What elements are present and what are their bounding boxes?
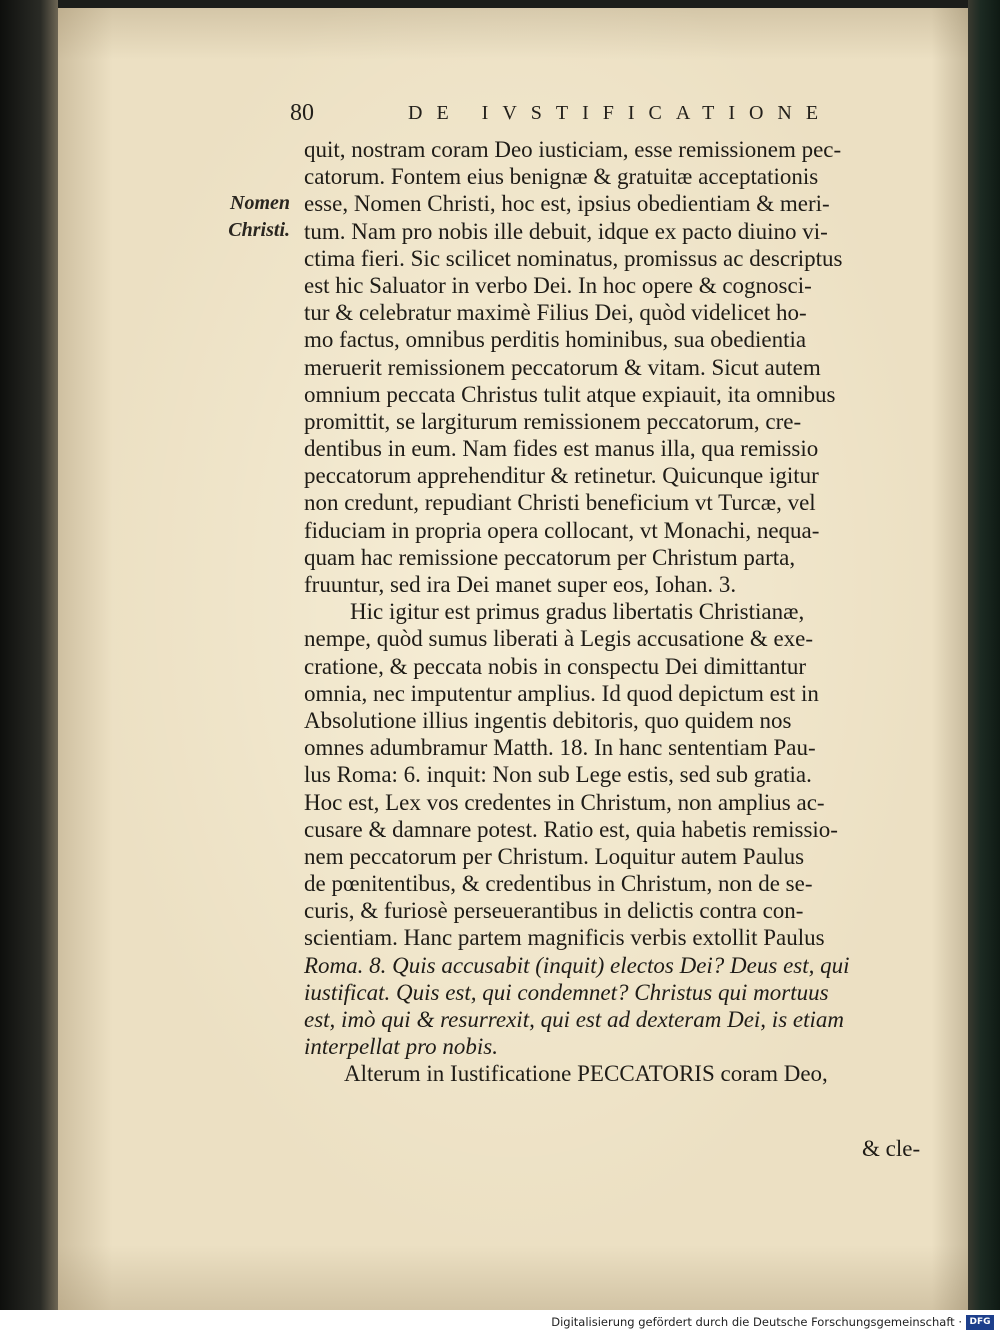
footer-credit: Digitalisierung gefördert durch die Deutsche Forschungsgemeinschaft · — [551, 1315, 962, 1329]
text-line: iustificat. Quis est, qui condemnet? Christus qui mortuus — [304, 979, 829, 1005]
text-line: catorum. Fontem eius benignæ & gratuitæ acceptationis — [304, 164, 819, 190]
page-number: 80 — [290, 100, 314, 126]
text-line: Absolutione illius ingentis debitoris, quo quidem nos — [304, 707, 792, 733]
text-line: Hic igitur est primus gradus libertatis Christianæ, — [350, 599, 805, 625]
text-line: curis, & furiosè perseuerantibus in delictis contra con- — [304, 898, 804, 924]
text-line: nempe, quòd sumus liberati à Legis accusatione & exe- — [304, 626, 814, 652]
text-line: lus Roma: 6. inquit: Non sub Lege estis, sed sub gratia. — [304, 762, 812, 788]
text-line: meruerit remissionem peccatorum & vitam. Sicut autem — [304, 354, 821, 380]
body-text — [304, 136, 932, 1088]
text-line: esse, Nomen Christi, hoc est, ipsius obedientiam & meri- — [304, 191, 830, 217]
text-line: fiduciam in propria opera collocant, vt Monachi, nequa- — [304, 517, 820, 543]
text-line: scientiam. Hanc partem magnificis verbis extollit Paulus — [304, 925, 825, 951]
text-line: omnia, nec imputentur amplius. Id quod depictum est in — [304, 680, 819, 706]
text-line: cratione, & peccata nobis in conspectu Dei dimittantur — [304, 653, 807, 679]
text-line: dentibus in eum. Nam fides est manus illa, qua remissio — [304, 436, 819, 462]
text-line: non credunt, repudiant Christi beneficium vt Turcæ, vel — [304, 490, 816, 516]
text-line: cusare & damnare potest. Ratio est, quia habetis remissio- — [304, 816, 838, 842]
text-line: peccatorum apprehenditur & retinetur. Quicunque igitur — [304, 463, 819, 489]
text-line: ctima fieri. Sic scilicet nominatus, promissus ac descriptus — [304, 245, 843, 271]
catchword: & cle- — [862, 1136, 921, 1161]
text-line: tum. Nam pro nobis ille debuit, idque ex pacto diuino vi- — [304, 218, 828, 244]
text-line: omnium peccata Christus tulit atque expiauit, ita omnibus — [304, 381, 836, 407]
text-line: omnes adumbramur Matth. 18. In hanc sententiam Pau- — [304, 735, 816, 761]
text-line: Roma. 8. Quis accusabit (inquit) electos Dei? Deus est, qui — [304, 952, 850, 978]
text-line: est, imò qui & resurrexit, qui est ad dexteram Dei, is etiam — [304, 1007, 844, 1032]
margin-note — [210, 190, 290, 244]
text-line: Alterum in Iustificatione PECCATORIS coram Deo, — [344, 1061, 828, 1087]
text-line: promittit, se largiturum remissionem peccatorum, cre- — [304, 408, 802, 434]
scan-background-right — [968, 0, 1000, 1310]
running-title: DE IVSTIFICATIONE — [408, 102, 833, 124]
text-line: nem peccatorum per Christum. Loquitur autem Paulus — [304, 843, 805, 869]
text-line: est hic Saluator in verbo Dei. In hoc opere & cognosci- — [304, 272, 812, 298]
scan-background-left — [0, 0, 58, 1310]
text-line: mo factus, omnibus perditis hominibus, sua obedientia — [304, 327, 807, 353]
text-line: quit, nostram coram Deo iusticiam, esse remissionem pec- — [304, 137, 842, 162]
dfg-logo-icon: DFG — [966, 1315, 994, 1330]
text-line: quam hac remissione peccatorum per Christum parta, — [304, 544, 796, 570]
text-line: de pœnitentibus, & credentibus in Christum, non de se- — [304, 871, 813, 897]
text-line: tur & celebratur maximè Filius Dei, quòd videlicet ho- — [304, 300, 807, 326]
footer-bar — [0, 1310, 1000, 1335]
margin-note-line: Christi. — [228, 219, 290, 241]
text-line: Hoc est, Lex vos credentes in Christum, non amplius ac- — [304, 789, 825, 815]
text-line: interpellat pro nobis. — [304, 1034, 499, 1060]
running-head — [290, 100, 850, 130]
margin-note-line: Nomen — [230, 192, 290, 214]
text-line: fruuntur, sed ira Dei manet super eos, Iohan. 3. — [304, 572, 737, 597]
